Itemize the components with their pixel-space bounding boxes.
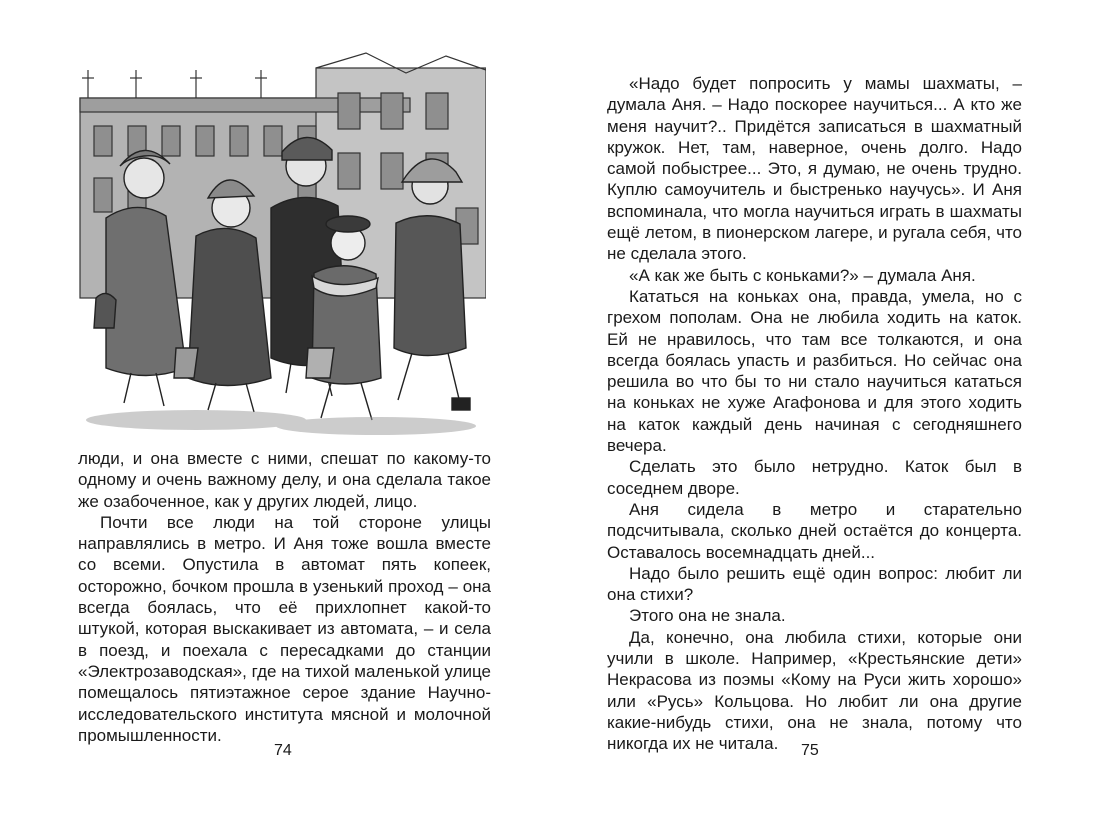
right-page: [550, 0, 1100, 825]
page-number: 74: [274, 742, 292, 759]
street-crowd-illustration: [76, 48, 486, 440]
right-page-text: [607, 73, 1022, 755]
paragraph: Сделать это было нетрудно. Каток был в соседнем дворе.: [607, 457, 1022, 498]
paragraph: люди, и она вместе с ними, спешат по какому-то одному и очень важному делу, и она сделала такое же озабоченное, как у других людей, лицо.: [78, 449, 491, 511]
paragraph: Этого она не знала.: [629, 606, 786, 626]
paragraph: «А как же быть с коньками?» – думала Аня.: [629, 265, 976, 285]
paragraph: Почти все люди на той стороне улицы направлялись в метро. И Аня тоже вошла вместе со всеми. Опустила в автомат пять копеек, осторожно, бочком прошла в узенький проход – она всегда боялась, что её прихлопнет какой-то штукой, которая выскакивает из автомата, – и села в поезд, и поехала с пересадками до станции «Электрозаводская», где на тихой маленькой улице помещалось пятиэтажное серое здание Научно-исследовательского института мясной и молочной промышленности.: [78, 512, 491, 745]
paragraph: Да, конечно, она любила стихи, которые они учили в школе. Например, «Крестьянские дети» Некрасова из поэмы «Кому на Руси жить хорошо» или «Русь» Кольцова. Но любит ли она другие какие-нибудь стихи, она не знала, потому что никогда их не читала.: [607, 627, 1022, 754]
paragraph: Кататься на коньках она, правда, умела, но с грехом пополам. Она не любила ходить на каток. Ей не нравилось, что там все толкаются, и она всегда боялась упасть и разбиться. Но сейчас она решила во что бы то ни стало научиться кататься на коньках не хуже Агафонова и для этого ходить на каток каждый день начиная с сегодняшнего вечера.: [607, 286, 1022, 456]
paragraph: Надо было решить ещё один вопрос: любит ли она стихи?: [607, 563, 1022, 605]
paragraph: Аня сидела в метро и старательно подсчитывала, сколько дней остаётся до концерта. Оставалось восемнадцать дней...: [607, 499, 1022, 562]
page-number: 75: [801, 742, 819, 759]
left-page-text: [78, 448, 491, 746]
paragraph: «Надо будет попросить у мамы шахматы, – думала Аня. – Надо поскорее научиться... А кто же меня научит?.. Придётся записаться в шахматный кружок. Нет, там, наверное, очень долго. Надо самой побыстрее... Это, я думаю, не очень трудно. Куплю самоучитель и быстренько научусь». И Аня вспоминала, что могла научиться играть в шахматы ещё летом, в пионерском лагере, и ругала себя, что не сделала этого.: [607, 74, 1022, 264]
